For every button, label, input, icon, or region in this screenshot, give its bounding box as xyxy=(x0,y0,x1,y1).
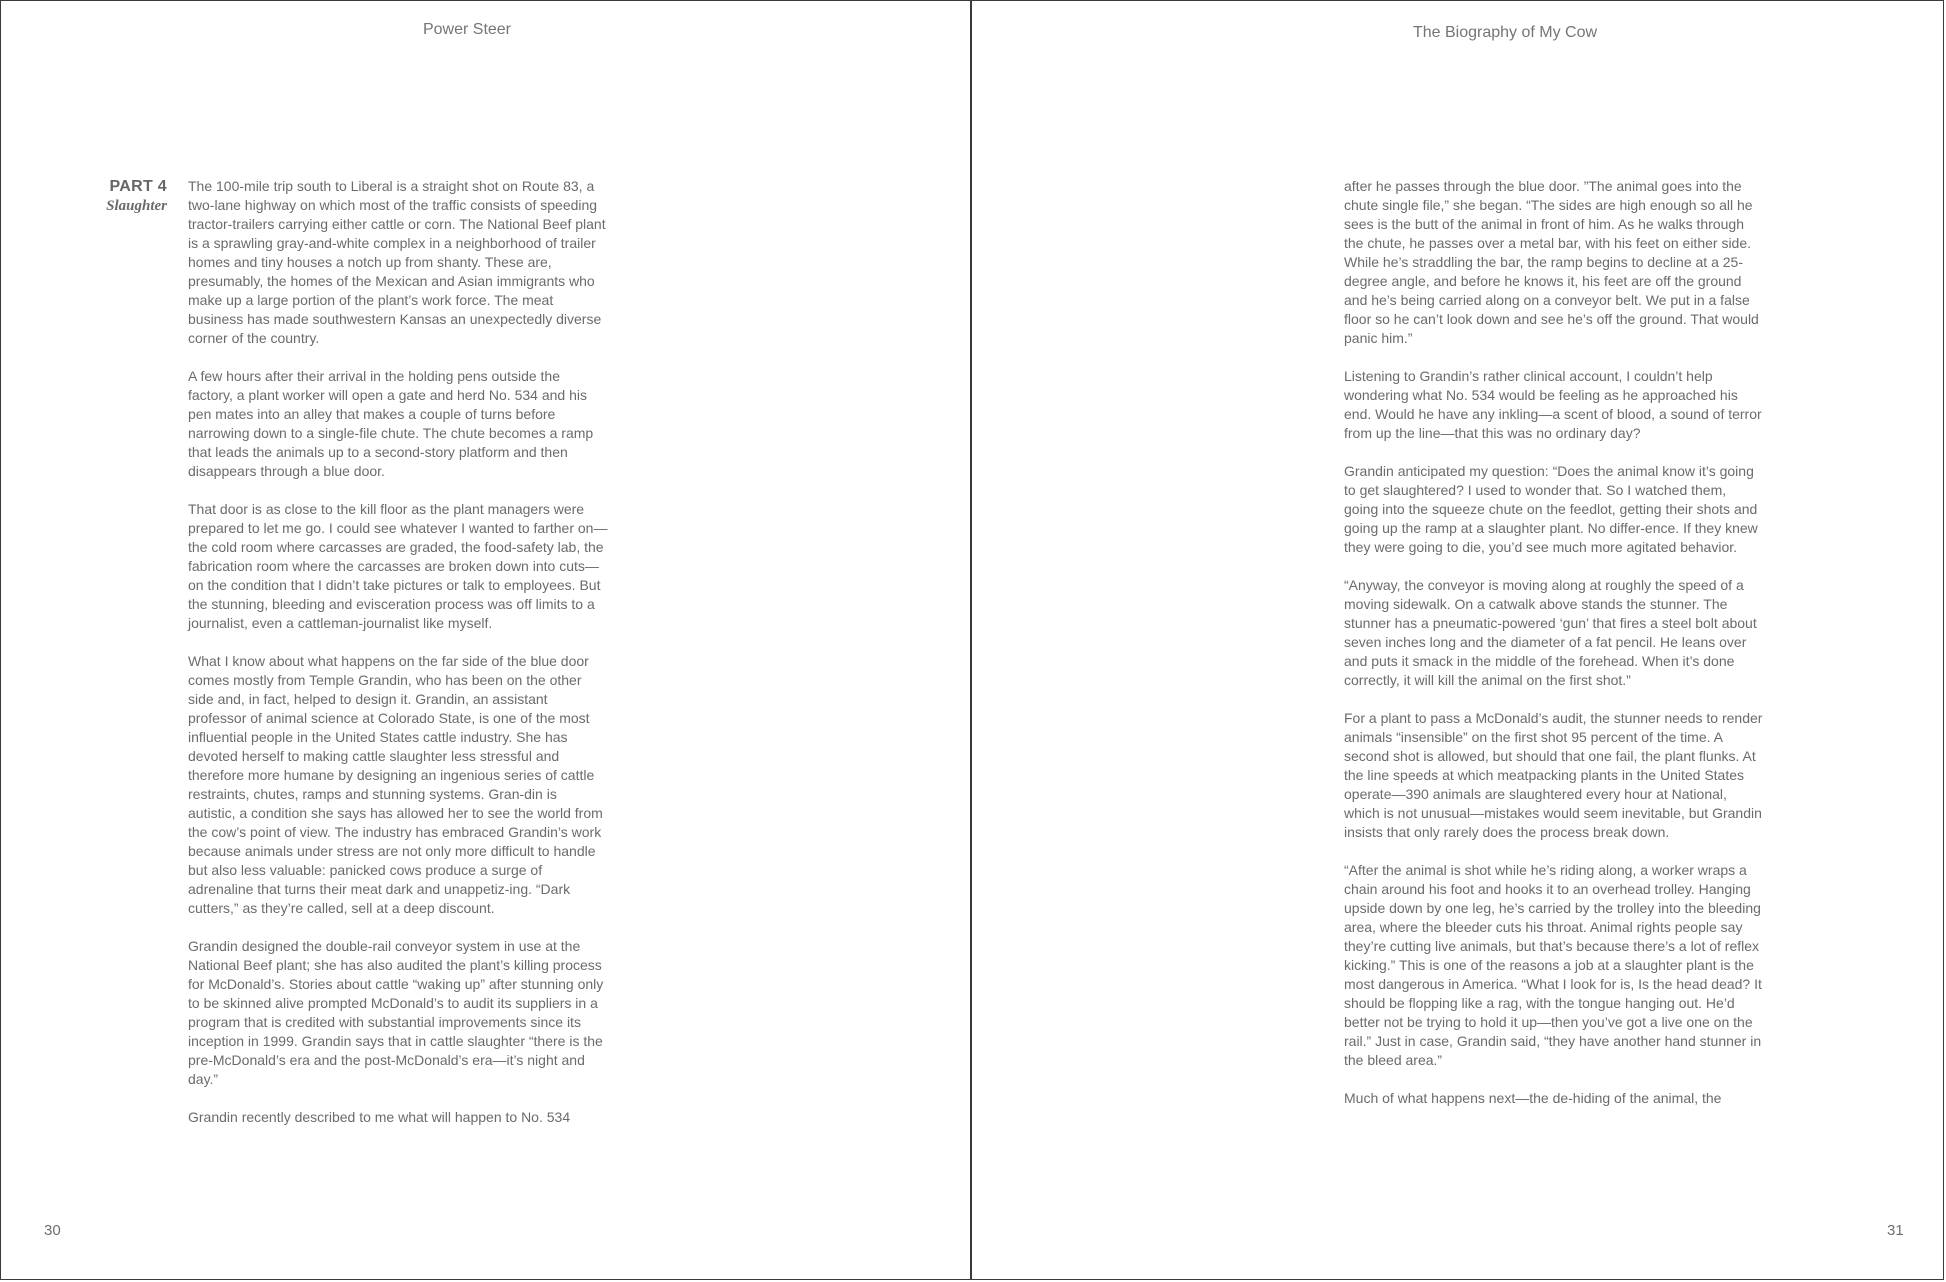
paragraph: “Anyway, the conveyor is moving along at roughly the speed of a moving sidewalk. On a catwalk above stands the stunner. The stunner has a pneumatic-powered ‘gun’ that fires a steel bolt about seven inches long and the diameter of a fat pencil. He leans over and puts it smack in the middle of the forehead. When it’s done correctly, it will kill the animal on the first shot.” xyxy=(1344,577,1757,688)
paragraph: Grandin recently described to me what will happen to No. 534 xyxy=(188,1109,571,1125)
running-head: The Biography of My Cow xyxy=(1412,24,1598,41)
paragraph: Grandin designed the double-rail conveyor system in use at the National Beef plant; she has also audited the plant’s killing process for McDonald’s. Stories about cattle “waking up” after stunning only to be skinned alive prompted McDonald’s to audit its suppliers in a program that is credited with substantial improvements since its inception in 1999. Grandin says that in cattle slaughter “there is the pre-McDonald’s era and the post-McDonald’s era—it’s night and day.” xyxy=(188,938,604,1087)
paragraph: For a plant to pass a McDonald’s audit, the stunner needs to render animals “insensible” on the first shot 95 percent of the time. A second shot is allowed, but should that one fail, the plant flunks. At the line speeds at which meatpacking plants in the United States operate—390 animals are slaughtered every hour at National, which is not unusual—mistakes would seem inevitable, but Grandin insists that only rarely does the process break down. xyxy=(1344,710,1763,840)
paragraph: after he passes through the blue door. ”The animal goes into the chute single file,” she began. “The sides are high enough so all he sees is the butt of the animal in front of him. As he walks through the chute, he passes over a metal bar, with his feet on either side. While he’s straddling the bar, the ramp begins to decline at a 25-degree angle, and before he knows it, his feet are off the ground and he’s being carried along on a conveyor belt. We put in a false floor so he can’t look down and see he’s off the ground. That would panic him.” xyxy=(1344,178,1759,346)
paragraph: Listening to Grandin’s rather clinical account, I couldn’t help wondering what No. 534 would be feeling as he approached his end. Would he have any inkling—a scent of blood, a sound of terror from up the line—that this was no ordinary day? xyxy=(1344,368,1762,441)
paragraph: “After the animal is shot while he’s riding along, a worker wraps a chain around his foot and hooks it to an overhead trolley. Hanging upside down by one leg, he’s carried by the trolley into the bleeding area, where the bleeder cuts his throat. Animal rights people say they’re cutting live animals, but that’s because there’s a lot of reflex kicking.” This is one of the reasons a job at a slaughter plant is the most dangerous in America. “What I look for is, Is the head dead? It should be flopping like a rag, with the tongue hanging out. He’d better not be trying to hold it up—then you’ve got a live one on the rail.” Just in case, Grandin said, “they have another hand stunner in the bleed area.” xyxy=(1344,862,1762,1068)
paragraph: The 100-mile trip south to Liberal is a straight shot on Route 83, a two-lane highway on which most of the traffic consists of speeding tractor-trailers carrying either cattle or corn. The National Beef plant is a sprawling gray-and-white complex in a neighborhood of trailer homes and tiny houses a notch up from shanty. These are, presumably, the homes of the Mexican and Asian immigrants who make up a large portion of the plant’s work force. The meat business has made southwestern Kansas an unexpectedly diverse corner of the country. xyxy=(188,178,606,346)
body-text xyxy=(188,177,608,1146)
paragraph: Grandin anticipated my question: “Does the animal know it’s going to get slaughtered? I used to wonder that. So I watched them, going into the squeeze chute on the feedlot, getting their shots and going up the ramp at a slaughter plant. No differ-ence. If they knew they were going to die, you’d see much more agitated behavior. xyxy=(1344,463,1758,555)
paragraph: A few hours after their arrival in the holding pens outside the factory, a plant worker will open a gate and herd No. 534 and his pen mates into an alley that makes a couple of turns before narrowing down to a single-file chute. The chute becomes a ramp that leads the animals up to a second-story platform and then disappears through a blue door. xyxy=(188,368,594,479)
right-page xyxy=(972,1,1945,1279)
body-text xyxy=(1344,177,1764,1127)
paragraph: Much of what happens next—the de-hiding of the animal, the xyxy=(1344,1090,1722,1106)
left-page xyxy=(1,1,972,1279)
paragraph: That door is as close to the kill floor as the plant managers were prepared to let me go. I could see whatever I wanted to farther on—the cold room where carcasses are graded, the food-safety lab, the fabrication room where the carcasses are broken down into cuts—on the condition that I didn’t take pictures or talk to employees. But the stunning, bleeding and evisceration process was off limits to a journalist, even a cattleman-journalist like myself. xyxy=(188,501,608,631)
part-label xyxy=(81,178,167,215)
part-title: Slaughter xyxy=(106,198,167,214)
page-number: 30 xyxy=(44,1222,61,1239)
paragraph: What I know about what happens on the far side of the blue door comes mostly from Temple Grandin, who has been on the other side and, in fact, helped to design it. Grandin, an assistant professor of animal science at Colorado State, is one of the most influential people in the United States cattle industry. She has devoted herself to making cattle slaughter less stressful and therefore more humane by designing an ingenious series of cattle restraints, chutes, ramps and stunning systems. Gran-din is autistic, a condition she says has allowed her to see the world from the cow’s point of view. The industry has embraced Grandin’s work because animals under stress are not only more difficult to handle but also less valuable: panicked cows produce a surge of adrenaline that turns their meat dark and unappetiz-ing. “Dark cutters,” as they’re called, sell at a deep discount. xyxy=(188,653,603,916)
page-number: 31 xyxy=(1887,1222,1904,1239)
running-head: Power Steer xyxy=(422,21,512,38)
part-number: PART 4 xyxy=(109,178,167,195)
